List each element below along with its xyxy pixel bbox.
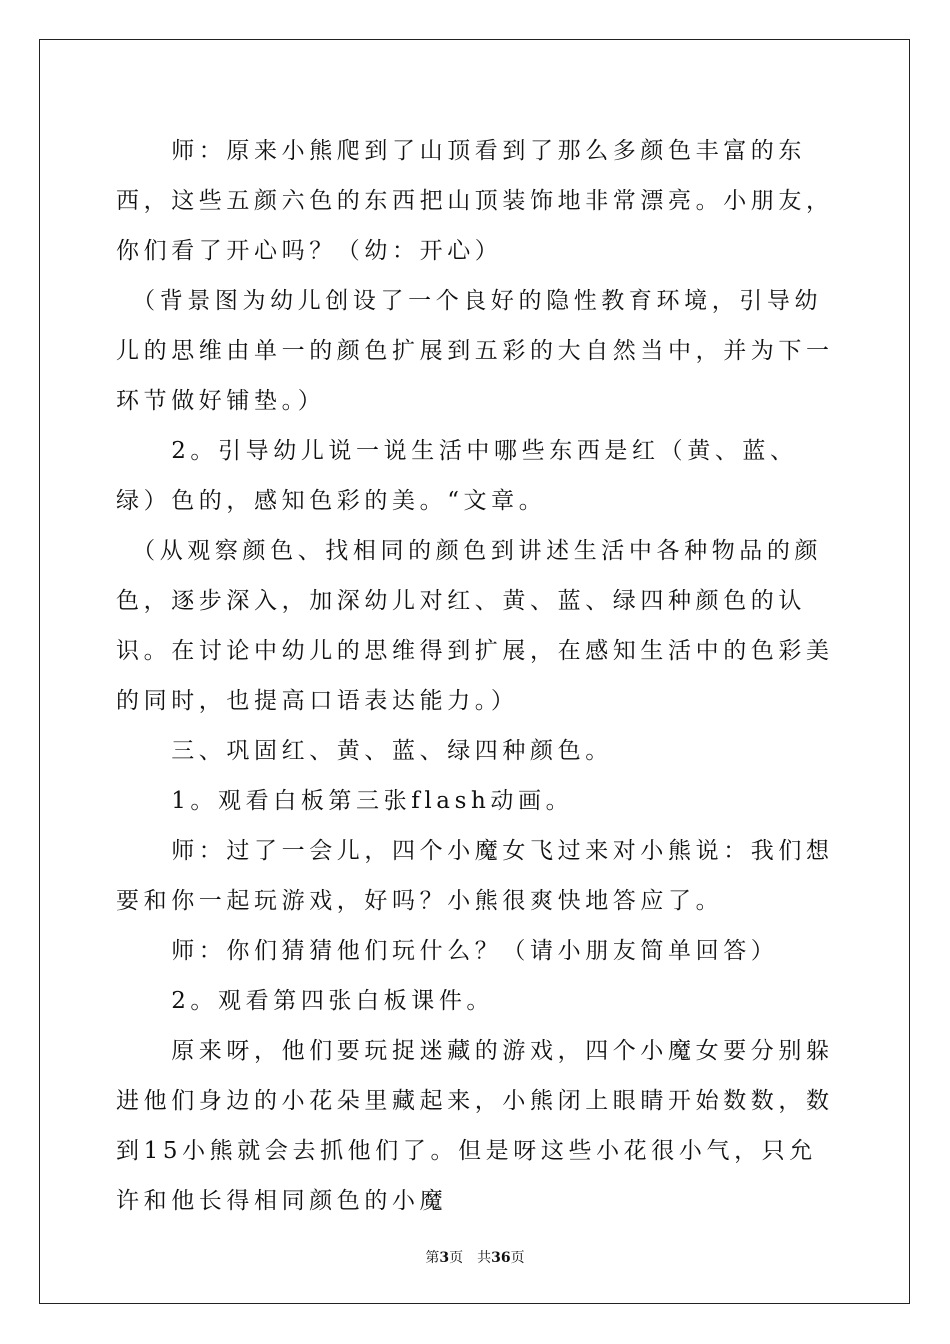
paragraph-7: 师：过了一会儿，四个小魔女飞过来对小熊说：我们想要和你一起玩游戏，好吗？小熊很爽快地答应了。: [116, 838, 834, 914]
footer-page-suffix: 页 共: [449, 1250, 492, 1266]
paragraph-1: 师：原来小熊爬到了山顶看到了那么多颜色丰富的东西，这些五颜六色的东西把山顶装饰地非常漂亮。小朋友，你们看了开心吗？（幼：开心）: [116, 138, 834, 264]
paragraph-8: 师：你们猜猜他们玩什么？（请小朋友简单回答）: [116, 938, 779, 964]
paragraph-3: 2。引导幼儿说一说生活中哪些东西是红（黄、蓝、绿）色的，感知色彩的美。“文章。: [116, 438, 798, 514]
paragraph-10: 原来呀，他们要玩捉迷藏的游戏，四个小魔女要分别躲进他们身边的小花朵里藏起来，小熊闭上眼睛开始数数，数到15小熊就会去抓他们了。但是呀这些小花很小气，只允许和他长得相同颜色的小魔: [116, 1038, 834, 1214]
paragraph-4: （从观察颜色、找相同的颜色到讲述生活中各种物品的颜色，逐步深入，加深幼儿对红、黄、蓝、绿四种颜色的认识。在讨论中幼儿的思维得到扩展，在感知生活中的色彩美的同时，也提高口语表达能力。）: [116, 538, 834, 714]
paragraph-6: 1。观看白板第三张flash动画。: [116, 788, 574, 814]
paragraph-5: 三、巩固红、黄、蓝、绿四种颜色。: [116, 738, 613, 764]
footer-page-prefix: 第: [425, 1250, 440, 1266]
paragraph-9: 2。观看第四张白板课件。: [116, 988, 495, 1014]
footer-total-pages: 36: [491, 1250, 511, 1266]
footer-page-number: 3: [439, 1250, 450, 1266]
footer-total-suffix: 页: [510, 1250, 525, 1266]
page-footer: [0, 1247, 950, 1267]
paragraph-2: （背景图为幼儿创设了一个良好的隐性教育环境，引导幼儿的思维由单一的颜色扩展到五彩的大自然当中，并为下一环节做好铺垫。）: [116, 288, 834, 414]
